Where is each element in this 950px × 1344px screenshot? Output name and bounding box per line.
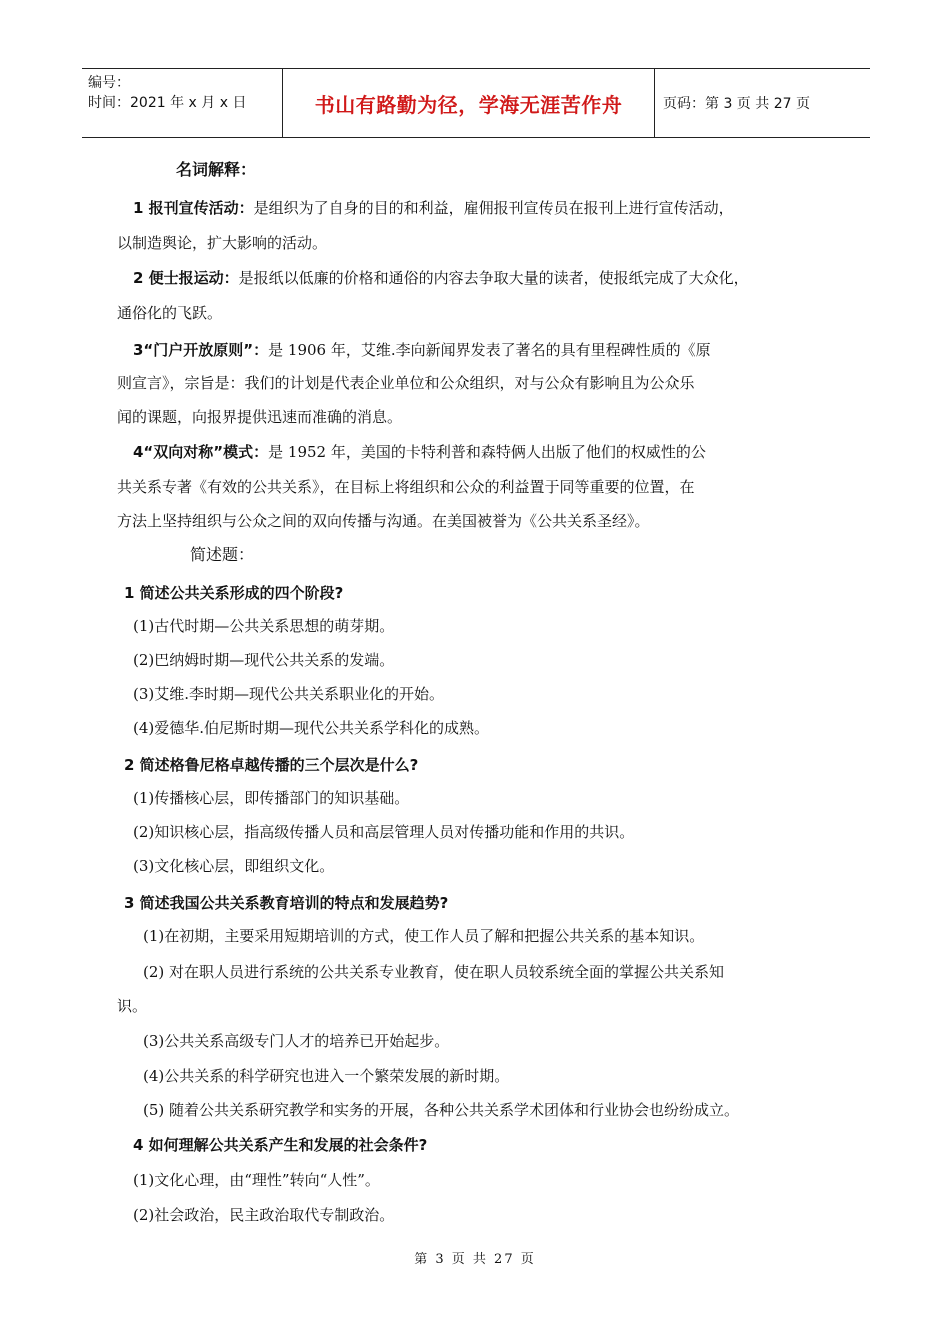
motto-text: 书山有路勤为径，学海无涯苦作舟: [314, 92, 623, 117]
term-4-line-2: 共关系专著《有效的公共关系》，在目标上将组织和公众的利益置于同等重要的位置，在: [117, 478, 695, 496]
q2-answer-2: (2)知识核心层，指高级传播人员和高层管理人员对传播功能和作用的共识。: [133, 823, 635, 841]
term-4-line-3: 方法上坚持组织与公众之间的双向传播与沟通。在美国被誉为《公共关系圣经》。: [117, 512, 650, 530]
term-1-line-1: [133, 198, 734, 218]
term-2-line-1: [133, 268, 749, 288]
number-label: 编号：: [88, 75, 130, 91]
term-1-text: 是组织为了自身的目的和利益，雇佣报刊宣传员在报刊上进行宣传活动，: [253, 199, 734, 217]
term-3-text: 是 1906 年，艾维.李向新闻界发表了著名的具有里程碑性质的《原: [268, 341, 711, 359]
question-3: 3 简述我国公共关系教育培训的特点和发展趋势?: [124, 894, 449, 912]
q3-answer-2-line-2: 识。: [117, 997, 148, 1015]
page-footer: 第 3 页 共 27 页: [414, 1252, 536, 1267]
question-1: 1 简述公共关系形成的四个阶段?: [124, 584, 344, 602]
time-label: 时间：2021 年 x 月 x 日: [88, 95, 247, 111]
header-table: [82, 68, 870, 138]
q3-answer-2-line-1: (2) 对在职人员进行系统的公共关系专业教育，使在职人员较系统全面的掌握公共关系知: [143, 963, 725, 981]
q1-answer-3: (3)艾维.李时期—现代公共关系职业化的开始。: [133, 685, 445, 703]
term-3-title: 3“门户开放原则”：: [133, 341, 269, 359]
header-page-cell: [655, 69, 870, 137]
q3-answer-4: (4)公共关系的科学研究也进入一个繁荣发展的新时期。: [143, 1067, 510, 1085]
terms-heading: 名词解释：: [176, 160, 257, 179]
q3-answer-3: (3)公共关系高级专门人才的培养已开始起步。: [143, 1032, 450, 1050]
header-motto-cell: [283, 69, 655, 137]
term-3-line-1: [133, 340, 711, 360]
term-2-text: 是报纸以低廉的价格和通俗的内容去争取大量的读者，使报纸完成了大众化，: [238, 269, 749, 287]
q4-answer-2: (2)社会政治，民主政治取代专制政治。: [133, 1206, 395, 1224]
term-2-title: 2 便士报运动：: [133, 269, 239, 287]
q3-answer-5: (5) 随着公共关系研究教学和实务的开展，各种公共关系学术团体和行业协会也纷纷成立。: [143, 1101, 740, 1119]
short-heading: 简述题：: [190, 545, 255, 564]
header-meta: [82, 69, 283, 137]
q3-answer-1: (1)在初期，主要采用短期培训的方式，使工作人员了解和把握公共关系的基本知识。: [143, 927, 705, 945]
term-1-line-2: 以制造舆论，扩大影响的活动。: [117, 234, 328, 252]
question-4: 4 如何理解公共关系产生和发展的社会条件?: [133, 1136, 428, 1154]
q2-answer-1: (1)传播核心层，即传播部门的知识基础。: [133, 789, 410, 807]
term-4-text: 是 1952 年，美国的卡特利普和森特俩人出版了他们的权威性的公: [268, 443, 706, 461]
q1-answer-1: (1)古代时期—公共关系思想的萌芽期。: [133, 617, 395, 635]
term-3-line-3: 闻的课题，向报界提供迅速而准确的消息。: [117, 408, 403, 426]
page-label: 页码：第 3 页 共 27 页: [663, 96, 810, 112]
q1-answer-4: (4)爱德华.伯尼斯时期—现代公共关系学科化的成熟。: [133, 719, 490, 737]
term-1-title: 1 报刊宣传活动：: [133, 199, 254, 217]
term-3-line-2: 则宣言》，宗旨是：我们的计划是代表企业单位和公众组织，对与公众有影响且为公众乐: [117, 374, 695, 392]
question-2: 2 简述格鲁尼格卓越传播的三个层次是什么?: [124, 756, 419, 774]
q1-answer-2: (2)巴纳姆时期—现代公共关系的发端。: [133, 651, 395, 669]
term-4-title: 4“双向对称”模式：: [133, 443, 269, 461]
term-4-line-1: [133, 442, 706, 462]
q2-answer-3: (3)文化核心层，即组织文化。: [133, 857, 335, 875]
q4-answer-1: (1)文化心理，由“理性”转向“人性”。: [133, 1171, 380, 1189]
term-2-line-2: 通俗化的飞跃。: [117, 304, 223, 322]
